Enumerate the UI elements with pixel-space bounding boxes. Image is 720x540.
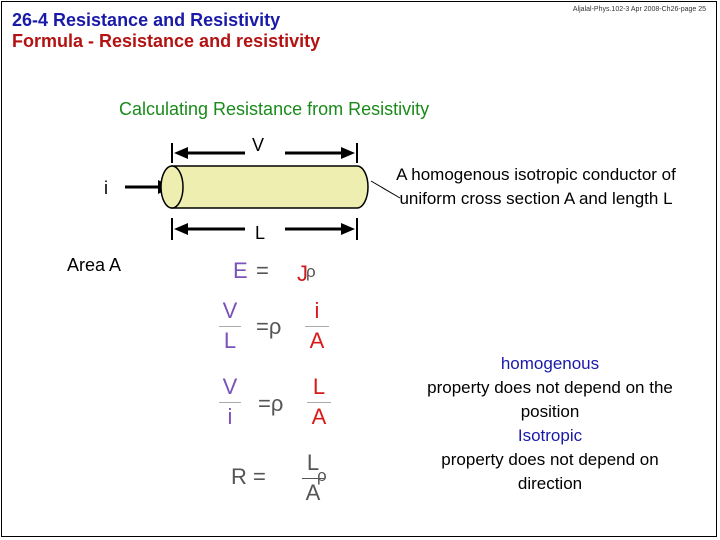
slide-subtitle: Formula - Resistance and resistivity bbox=[12, 31, 321, 51]
rho-symbol: ρ bbox=[306, 262, 316, 281]
e-symbol: E bbox=[233, 258, 248, 283]
voltage-label: V bbox=[252, 135, 265, 155]
current-label: i bbox=[104, 178, 108, 198]
fraction-v-l: V L bbox=[219, 300, 241, 352]
homogenous-term: homogenous bbox=[500, 354, 600, 373]
equals-rho-2: =ρ bbox=[258, 391, 284, 416]
page-reference: Aljalal-Phys.102-3 Apr 2008-Ch26-page 25 bbox=[572, 6, 706, 13]
rho-symbol-2: ρ bbox=[317, 466, 327, 485]
isotropic-term: Isotropic bbox=[517, 426, 583, 445]
conductor-description: A homogenous isotropic conductor of uniform cross section A and length L bbox=[396, 165, 676, 208]
fraction-l-over-a: L A bbox=[302, 452, 324, 504]
voltage-span-arrow bbox=[172, 143, 357, 163]
equals-rho: =ρ bbox=[256, 314, 282, 339]
fraction-i-a: i A bbox=[305, 300, 329, 352]
homogenous-definition: property does not depend on the position bbox=[427, 378, 673, 421]
isotropic-definition: property does not depend on direction bbox=[441, 450, 659, 493]
j-symbol: J bbox=[297, 261, 308, 286]
area-label: Area A bbox=[67, 255, 122, 275]
definitions-block bbox=[425, 352, 675, 496]
fraction-l-a: L A bbox=[307, 376, 331, 428]
fraction-v-i: V i bbox=[219, 376, 241, 428]
slide-title: 26-4 Resistance and Resistivity bbox=[12, 10, 281, 30]
cylinder-icon bbox=[161, 166, 368, 208]
section-heading: Calculating Resistance from Resistivity bbox=[119, 99, 430, 119]
r-equals: R = bbox=[231, 464, 266, 489]
equals-sign: = bbox=[256, 258, 269, 283]
length-label: L bbox=[255, 223, 266, 243]
